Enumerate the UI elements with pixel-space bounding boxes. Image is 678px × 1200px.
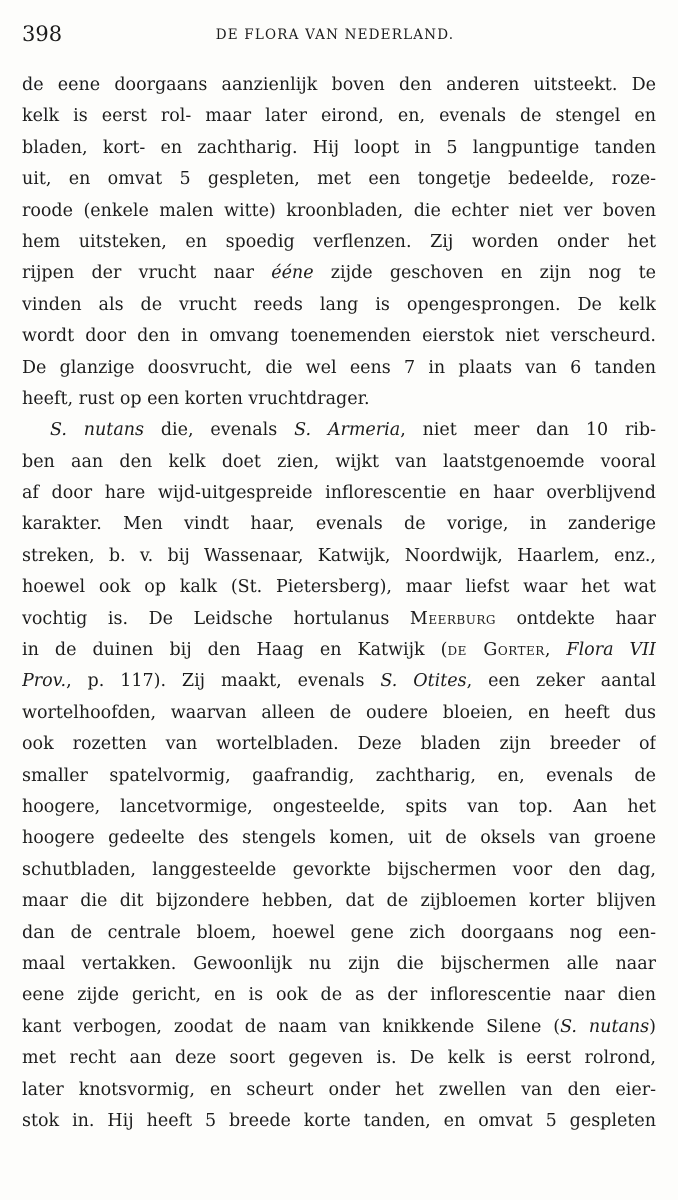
text-line — [22, 164, 656, 195]
text-segment: schutbladen, langgesteelde gevorkte bijschermen voor den dag, — [22, 859, 656, 880]
italic-text: Flora VII — [566, 640, 656, 661]
text-line — [22, 886, 656, 917]
text-segment: , p. 117). Zij maakt, evenals — [66, 671, 381, 692]
text-line — [22, 855, 656, 886]
text-segment: dan de centrale bloem, hoewel gene zich doorgaans nog een- — [22, 922, 656, 943]
text-segment: hoogere gedeelte des stengels komen, uit de oksels van groene — [22, 828, 656, 849]
text-segment: wordt door den in omvang toenemenden eierstok niet verscheurd. — [22, 326, 656, 347]
text-segment: kant verbogen, zoodat de naam van knikkende Silene ( — [22, 1016, 561, 1037]
text-line — [22, 290, 656, 321]
text-segment: de eene doorgaans aanzienlijk boven den anderen uitsteekt. De — [22, 75, 656, 95]
text-segment: heeft, rust op een korten vruchtdrager. — [22, 388, 370, 409]
text-line — [22, 949, 656, 980]
text-line — [22, 478, 656, 509]
text-line — [22, 980, 656, 1011]
text-line — [22, 415, 656, 446]
text-line — [22, 70, 656, 101]
text-segment: , niet meer dan 10 rib- — [400, 420, 656, 441]
italic-text: S. Armeria — [294, 420, 401, 441]
text-segment: hem uitsteken, en spoedig verflenzen. Zij worden onder het — [22, 231, 656, 252]
text-line — [22, 1012, 656, 1043]
text-segment: eene zijde gericht, en is ook de as der inflorescentie naar dien — [22, 985, 656, 1006]
text-segment: die, evenals — [144, 420, 295, 441]
italic-text: S. nutans — [560, 1016, 650, 1037]
text-segment: uit, en omvat 5 gespleten, met een tongetje bedeelde, roze- — [22, 169, 656, 190]
text-line — [22, 196, 656, 227]
text-line — [22, 1106, 656, 1137]
text-segment: wortelhoofden, waarvan alleen de oudere bloeien, en heeft dus — [22, 702, 656, 723]
italic-text: S. Otites — [380, 671, 467, 692]
text-segment: bladen, kort- en zachtharig. Hij loopt in 5 langpuntige tanden — [22, 137, 656, 158]
text-segment: roode (enkele malen witte) kroonbladen, die echter niet ver boven — [22, 200, 656, 221]
body-text — [22, 70, 656, 1137]
text-segment: smaller spatelvormig, gaafrandig, zachtharig, en, evenals de — [22, 765, 656, 786]
text-segment: stok in. Hij heeft 5 breede korte tanden, en omvat 5 gespleten — [22, 1110, 656, 1131]
text-segment: hoogere, lancetvormige, ongesteelde, spits van top. Aan het — [22, 796, 656, 817]
text-line — [22, 509, 656, 540]
text-line — [22, 133, 656, 164]
text-line — [22, 447, 656, 478]
text-segment: ontdekte haar — [495, 608, 656, 629]
text-line — [22, 761, 656, 792]
text-line — [22, 918, 656, 949]
text-line — [22, 101, 656, 132]
text-segment: , een zeker aantal — [466, 671, 656, 692]
text-line — [22, 321, 656, 352]
text-line — [22, 792, 656, 823]
running-head: DE FLORA VAN NEDERLAND. — [215, 27, 455, 43]
text-segment: in de duinen bij den Haag en Katwijk ( — [22, 640, 448, 661]
text-line — [22, 227, 656, 258]
text-line — [22, 572, 656, 603]
text-segment: karakter. Men vindt haar, evenals de vorige, in zanderige — [22, 514, 656, 535]
text-segment: ook rozetten van wortelbladen. Deze bladen zijn breeder of — [22, 734, 656, 755]
small-caps-name: Meerburg — [409, 608, 496, 629]
text-segment: vochtig is. De Leidsche hortulanus — [22, 608, 410, 629]
text-segment: kelk is eerst rol- maar later eirond, en, evenals de stengel en — [22, 106, 656, 127]
text-segment: streken, b. v. bij Wassenaar, Katwijk, Noordwijk, Haarlem, enz., — [22, 545, 656, 566]
text-segment: De glanzige doosvrucht, die wel eens 7 in plaats van 6 tanden — [22, 357, 656, 378]
italic-text: ééne — [271, 263, 314, 284]
text-segment: af door hare wijd-uitgespreide inflorescentie en haar overblijvend — [22, 483, 656, 504]
text-line — [22, 384, 656, 415]
text-line — [22, 635, 656, 666]
text-line — [22, 823, 656, 854]
text-segment: later knotsvormig, en scheurt onder het zwellen van den eier- — [22, 1079, 656, 1100]
text-segment: met recht aan deze soort gegeven is. De kelk is eerst rolrond, — [22, 1048, 656, 1069]
italic-text: S. nutans — [50, 420, 145, 441]
text-line — [22, 258, 656, 289]
text-segment: , — [544, 640, 567, 661]
text-segment: vinden als de vrucht reeds lang is opengesprongen. De kelk — [22, 294, 656, 315]
text-line — [22, 604, 656, 635]
text-segment: ) — [649, 1016, 656, 1037]
text-line — [22, 666, 656, 697]
text-segment: ben aan den kelk doet zien, wijkt van laatstgenoemde vooral — [22, 451, 656, 472]
page-header — [22, 22, 648, 52]
italic-text: Prov. — [22, 671, 67, 692]
text-segment: rijpen der vrucht naar — [22, 263, 272, 284]
text-segment: maar die dit bijzondere hebben, dat de zijbloemen korter blijven — [22, 891, 656, 912]
small-caps-name: de Gorter — [447, 640, 545, 661]
text-line — [22, 1075, 656, 1106]
text-segment: maal vertakken. Gewoonlijk nu zijn die bijschermen alle naar — [22, 953, 656, 974]
text-line — [22, 541, 656, 572]
text-line — [22, 1043, 656, 1074]
text-line — [22, 729, 656, 760]
page-number: 398 — [22, 22, 63, 46]
text-line — [22, 353, 656, 384]
text-line — [22, 698, 656, 729]
text-segment: zijde geschoven en zijn nog te — [313, 263, 656, 284]
text-segment: hoewel ook op kalk (St. Pietersberg), maar liefst waar het wat — [22, 577, 656, 598]
